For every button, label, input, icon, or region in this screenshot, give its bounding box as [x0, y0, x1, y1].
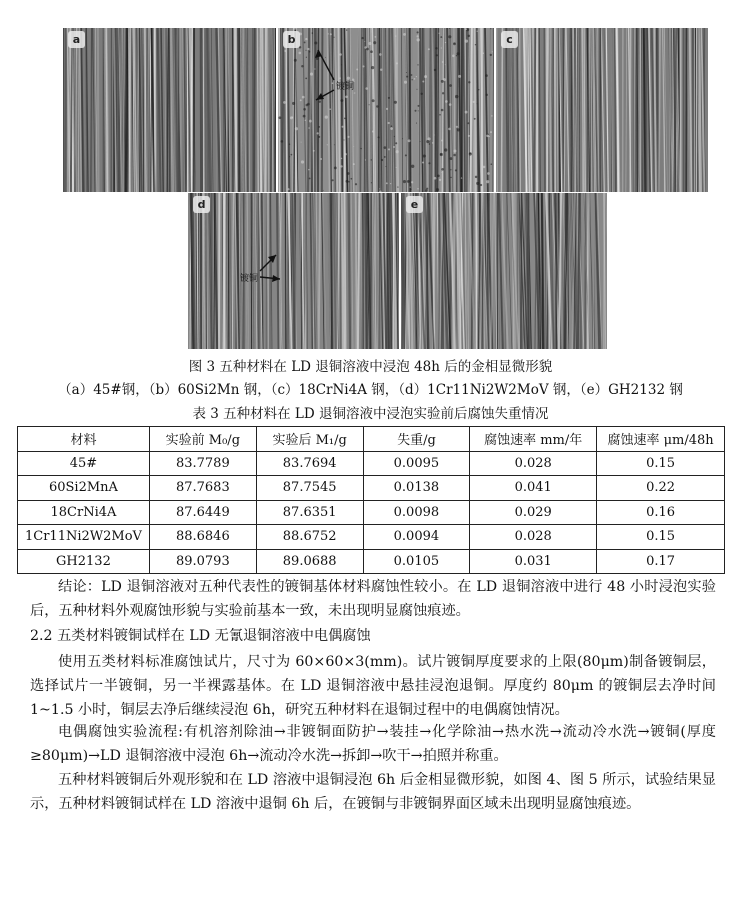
table-cell: 60Si2MnA [18, 476, 150, 501]
table-row [18, 549, 725, 574]
micrograph-c-texture [496, 28, 708, 192]
table-cell: 88.6846 [149, 525, 256, 550]
corrosion-table [17, 426, 725, 574]
table-cell: 89.0793 [149, 549, 256, 574]
table-cell: 83.7789 [149, 451, 256, 476]
panel-label-c: c [501, 31, 518, 48]
panel-label-b: b [283, 31, 300, 48]
table-cell: 87.6449 [149, 500, 256, 525]
table-cell: 87.7683 [149, 476, 256, 501]
micrograph-e-texture [401, 193, 607, 349]
header-rate-mm-year: 腐蚀速率 mm/年 [470, 427, 597, 452]
micrograph-a-texture [63, 28, 276, 192]
panel-label-a: a [68, 31, 85, 48]
table-cell: 0.0098 [363, 500, 470, 525]
table-header-row [18, 427, 725, 452]
body-paragraph-1: 使用五类材料标准腐蚀试片，尺寸为 60×60×3(mm)。试片镀铜厚度要求的上限(80μm)制备镀铜层，选择试片一半镀铜，另一半裸露基体。在 LD 退铜溶液中悬挂浸泡退铜。厚度约 80μm 的镀铜层去净时间 1~1.5 小时，铜层去净后继续浸泡 6h，研究五种材料在退铜过程中的电偶腐蚀情况。 [30, 654, 716, 718]
table-cell: 89.0688 [256, 549, 363, 574]
panel-label-e: e [406, 196, 423, 213]
micrograph-c [496, 28, 708, 192]
table-cell: 88.6752 [256, 525, 363, 550]
header-before: 实验前 M₀/g [149, 427, 256, 452]
table-cell: 0.22 [597, 476, 725, 501]
section-heading: 2.2 五类材料镀铜试样在 LD 无氰退铜溶液中电偶腐蚀 [30, 628, 371, 644]
table-cell: 1Cr11Ni2W2MoV [18, 525, 150, 550]
table-cell: 0.0095 [363, 451, 470, 476]
micrograph-b-texture [278, 28, 494, 192]
header-rate-um-48h: 腐蚀速率 μm/48h [597, 427, 725, 452]
table-cell: 0.17 [597, 549, 725, 574]
table-cell: 87.6351 [256, 500, 363, 525]
table-cell: 0.028 [470, 451, 597, 476]
table-cell: GH2132 [18, 549, 150, 574]
table-cell: 0.0138 [363, 476, 470, 501]
table-cell: 45# [18, 451, 150, 476]
figure-caption: 图 3 五种材料在 LD 退铜溶液中浸泡 48h 后的金相显微形貌 [188, 359, 553, 375]
table-cell: 0.029 [470, 500, 597, 525]
table-row [18, 500, 725, 525]
panel-label-d: d [193, 196, 210, 213]
table-cell: 0.15 [597, 451, 725, 476]
table-cell: 0.15 [597, 525, 725, 550]
table-row [18, 525, 725, 550]
table-cell: 0.041 [470, 476, 597, 501]
body-paragraph-3: 五种材料镀铜后外观形貌和在 LD 溶液中退铜浸泡 6h 后金相显微形貌，如图 4、图 5 所示，试验结果显示，五种材料镀铜试样在 LD 溶液中退铜 6h 后，在镀铜与非镀铜界面区域未出现明显腐蚀痕迹。 [30, 772, 716, 812]
conclusion-paragraph: 结论：LD 退铜溶液对五种代表性的镀铜基体材料腐蚀性较小。在 LD 退铜溶液中进行 48 小时浸泡实验后，五种材料外观腐蚀形貌与实验前基本一致，未出现明显腐蚀痕迹。 [30, 579, 716, 619]
table-cell: 0.031 [470, 549, 597, 574]
table-cell: 0.16 [597, 500, 725, 525]
header-material: 材料 [18, 427, 150, 452]
micrograph-e [401, 193, 607, 349]
table-caption: 表 3 五种材料在 LD 退铜溶液中浸泡实验前后腐蚀失重情况 [192, 406, 549, 422]
table-cell: 87.7545 [256, 476, 363, 501]
annotation-label-d: 镀铜 [240, 274, 259, 284]
table-cell: 18CrNi4A [18, 500, 150, 525]
table-cell: 83.7694 [256, 451, 363, 476]
micrograph-d [188, 193, 399, 349]
micrograph-d-texture [188, 193, 399, 349]
micrograph-a [63, 28, 276, 192]
figure-subcaption: （a）45#钢，（b）60Si2Mn 钢，（c）18CrNi4A 钢，（d）1Cr11Ni2W2MoV 钢，（e）GH2132 钢 [58, 382, 683, 398]
table-row [18, 476, 725, 501]
header-after: 实验后 M₁/g [256, 427, 363, 452]
micrograph-b [278, 28, 494, 192]
table-row [18, 451, 725, 476]
table-cell: 0.028 [470, 525, 597, 550]
annotation-label-b: 镀铜 [336, 82, 355, 92]
body-paragraph-2: 电偶腐蚀实验流程:有机溶剂除油→非镀铜面防护→装挂→化学除油→热水洗→流动冷水洗→镀铜(厚度≥80μm)→LD 退铜溶液中浸泡 6h→流动冷水洗→拆卸→吹干→拍照并称重。 [30, 724, 716, 764]
table-cell: 0.0105 [363, 549, 470, 574]
header-weight-loss: 失重/g [363, 427, 470, 452]
table-cell: 0.0094 [363, 525, 470, 550]
